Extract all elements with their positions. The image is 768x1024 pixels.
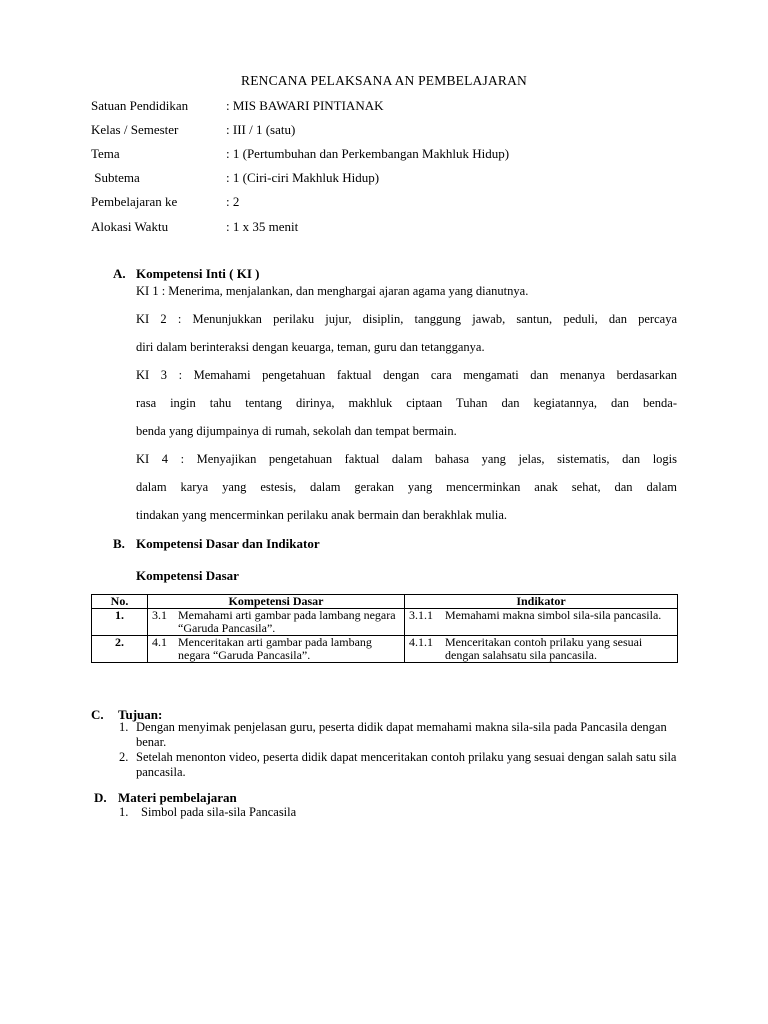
ki4-line: dalam karya yang estesis, dalam gerakan yang mencerminkan anak sehat, dan dalam (136, 480, 677, 494)
list-item-number: 2. (119, 750, 129, 764)
kd-number: 3.1 (152, 608, 167, 622)
section-title: Kompetensi Inti ( KI ) (136, 266, 260, 281)
list-item-number: 1. (119, 805, 129, 819)
identity-value: : III / 1 (satu) (226, 122, 296, 137)
section-letter: C. (91, 707, 104, 722)
identity-value: : 1 (Pertumbuhan dan Perkembangan Makhluk Hidup) (226, 146, 510, 161)
section-letter: A. (113, 266, 126, 281)
row-number: 2. (92, 636, 148, 663)
list-item (119, 720, 679, 750)
ki3-line: rasa ingin tahu tentang dirinya, makhluk ciptaan Tuhan dan kegiatannya, dan benda- (136, 396, 677, 410)
identity-label: Tema (91, 146, 120, 161)
materi-list (119, 805, 679, 820)
kd-text: Memahami arti gambar pada lambang negara “Garuda Pancasila”. (178, 608, 396, 635)
table-row (92, 609, 678, 636)
identity-label: Alokasi Waktu (91, 219, 169, 234)
kd-cell (148, 609, 405, 636)
section-title: Tujuan: (118, 707, 163, 722)
kompetensi-inti-text (136, 284, 677, 536)
section-letter: D. (94, 790, 107, 805)
identity-label: Satuan Pendidikan (91, 98, 189, 113)
identity-value: : 2 (226, 194, 240, 209)
list-item-number: 1. (119, 720, 129, 734)
kompetensi-dasar-table (91, 594, 678, 663)
section-letter: B. (113, 536, 125, 551)
list-item (119, 750, 679, 780)
table-row (92, 636, 678, 663)
document-title: RENCANA PELAKSANA AN PEMBELAJARAN (240, 73, 527, 88)
tujuan-list (119, 720, 679, 780)
section-title: Materi pembelajaran (118, 790, 237, 805)
indikator-cell (405, 609, 678, 636)
list-item-text: Dengan menyimak penjelasan guru, peserta didik dapat memahami makna sila-sila pada Pancasila dengan benar. (136, 720, 667, 749)
indikator-number: 3.1.1 (409, 608, 433, 622)
table-header-row (92, 595, 678, 609)
list-item-text: Setelah menonton video, peserta didik dapat menceritakan contoh prilaku yang sesuai dengan salah satu sila pancasila. (136, 750, 677, 779)
ki2-line: KI 2 : Menunjukkan perilaku jujur, disiplin, tanggung jawab, santun, peduli, dan percaya (136, 312, 677, 326)
kd-number: 4.1 (152, 635, 167, 649)
column-header-kd: Kompetensi Dasar (148, 595, 405, 609)
indikator-number: 4.1.1 (409, 635, 433, 649)
section-title: Kompetensi Dasar dan Indikator (136, 536, 320, 551)
ki1-line: KI 1 : Menerima, menjalankan, dan menghargai ajaran agama yang dianutnya. (136, 284, 529, 298)
row-number: 1. (92, 609, 148, 636)
column-header-no: No. (92, 595, 148, 609)
ki2-line: diri dalam berinteraksi dengan keuarga, teman, guru dan tetangganya. (136, 340, 485, 354)
kd-text: Menceritakan arti gambar pada lambang negara “Garuda Pancasila”. (178, 635, 372, 662)
identity-label: Kelas / Semester (91, 122, 179, 137)
ki3-line: KI 3 : Memahami pengetahuan faktual dengan cara mengamati dan menanya berdasarkan (136, 368, 677, 382)
indikator-cell (405, 636, 678, 663)
identity-value: : MIS BAWARI PINTIANAK (226, 98, 384, 113)
ki4-line: tindakan yang mencerminkan perilaku anak bermain dan berakhlak mulia. (136, 508, 508, 522)
identity-label: Subtema (91, 170, 140, 185)
list-item-text: Simbol pada sila-sila Pancasila (141, 805, 297, 819)
identity-label: Pembelajaran ke (91, 194, 178, 209)
kompetensi-dasar-subtitle: Kompetensi Dasar (136, 568, 239, 583)
kd-cell (148, 636, 405, 663)
indikator-text: Memahami makna simbol sila-sila pancasila. (445, 608, 662, 622)
ki3-line: benda yang dijumpainya di rumah, sekolah dan tempat bermain. (136, 424, 457, 438)
identity-value: : 1 x 35 menit (226, 219, 299, 234)
column-header-indikator: Indikator (405, 595, 678, 609)
ki4-line: KI 4 : Menyajikan pengetahuan faktual dalam bahasa yang jelas, sistematis, dan logis (136, 452, 677, 466)
identity-value: : 1 (Ciri-ciri Makhluk Hidup) (226, 170, 380, 185)
indikator-text: Menceritakan contoh prilaku yang sesuai dengan salahsatu sila pancasila. (445, 635, 643, 662)
list-item (119, 805, 679, 820)
